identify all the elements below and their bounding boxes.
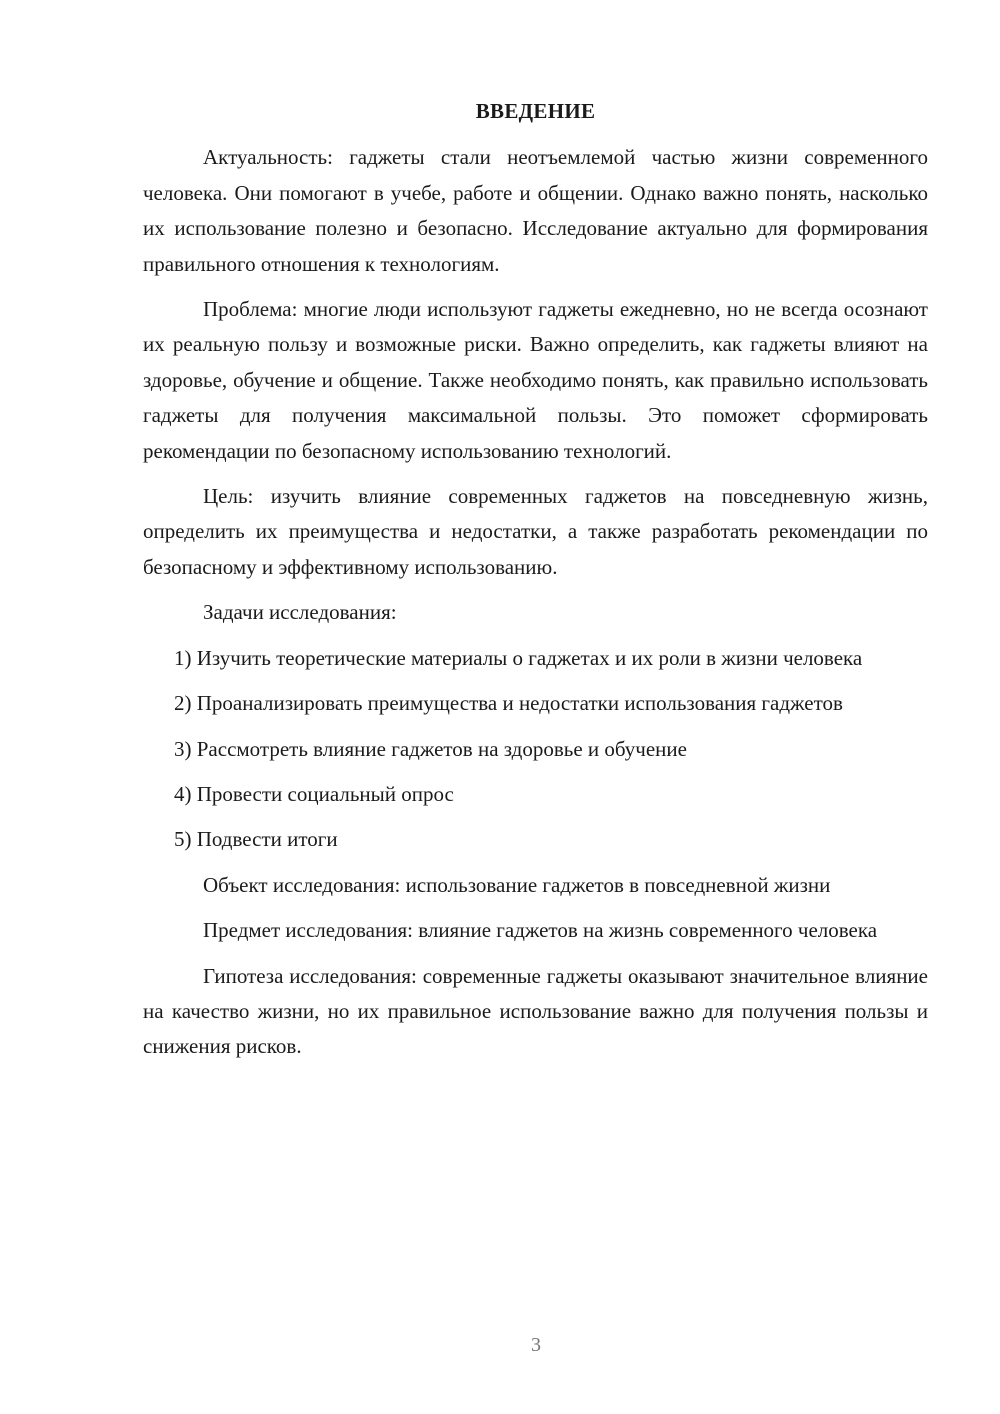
- task-item-5: 5) Подвести итоги: [174, 827, 338, 852]
- paragraph-goal: Цель: изучить влияние современных гаджетов на повседневную жизнь, определить их преимущества и недостатки, а также разработать рекомендации по безопасному и эффективному использованию.: [143, 484, 928, 579]
- paragraph-subject: Предмет исследования: влияние гаджетов на жизнь современного человека: [203, 918, 878, 943]
- paragraph-problem: Проблема: многие люди используют гаджеты ежедневно, но не всегда осознают их реальную пользу и возможные риски. Важно определить, как гаджеты влияют на здоровье, обучение и общение. Также необходимо понять, как правильно использовать гаджеты для получения максимальной пользы. Это поможет сформировать рекомендации по безопасному использованию технологий.: [143, 297, 928, 463]
- paragraph-hypothesis: Гипотеза исследования: современные гаджеты оказывают значительное влияние на качество жизни, но их правильное использование важно для получения пользы и снижения рисков.: [143, 963, 928, 1059]
- page-number: 3: [531, 1334, 541, 1356]
- task-item-4: 4) Провести социальный опрос: [174, 781, 454, 806]
- task-item-3: 3) Рассмотреть влияние гаджетов на здоровье и обучение: [174, 736, 687, 761]
- paragraph-relevance: Актуальность: гаджеты стали неотъемлемой частью жизни современного человека. Они помогают в учебе, работе и общении. Однако важно понять, насколько их использование полезно и безопасно. Исследование актуально для формирования правильного отношения к технологиям.: [143, 145, 928, 276]
- task-item-1: 1) Изучить теоретические материалы о гаджетах и их роли в жизни человека: [174, 645, 863, 670]
- paragraph-object: Объект исследования: использование гаджетов в повседневной жизни: [203, 872, 831, 897]
- paragraph-tasks-heading: Задачи исследования:: [203, 600, 397, 625]
- document-page: [143, 94, 928, 1075]
- task-item-2: 2) Проанализировать преимущества и недостатки использования гаджетов: [174, 691, 843, 716]
- page-title: ВВЕДЕНИЕ: [475, 99, 596, 123]
